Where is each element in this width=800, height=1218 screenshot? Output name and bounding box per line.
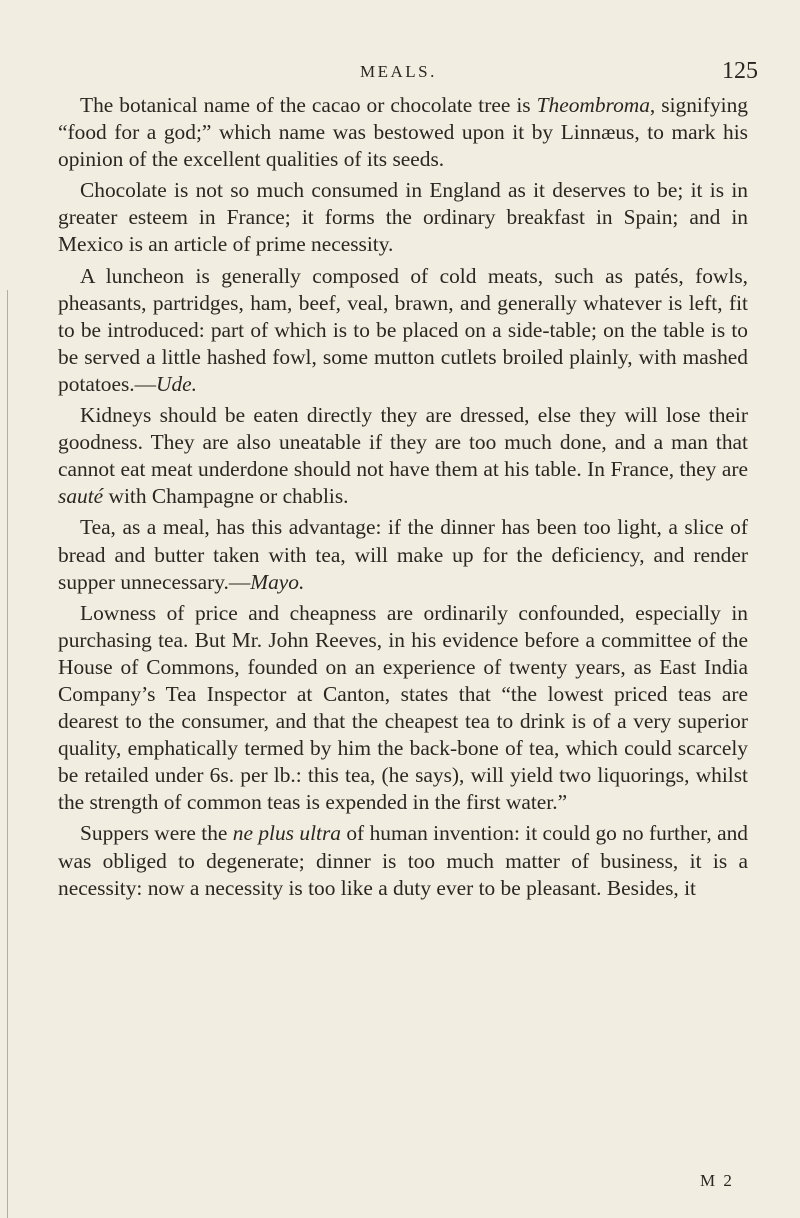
text-run: Suppers were the [80, 821, 233, 846]
italic-text: Theombroma [536, 93, 650, 117]
paragraph [58, 263, 748, 398]
page-number: 125 [722, 58, 758, 84]
signature-mark: M 2 [700, 1171, 734, 1190]
text-run: , signifying “food for a god;” which name was bestowed upon it by Linnæus, to mark his opinion of the excellent qualities of its seeds. [58, 93, 748, 172]
text-run: Kidneys should be eaten directly they are dressed, else they will lose their goodness. They are also uneatable if they are too much done, and a man that cannot eat meat underdone should not have them at his table. In France, they are [58, 403, 748, 482]
page-edge-line [7, 290, 8, 1218]
paragraph [58, 514, 748, 595]
text-run: Lowness of price and cheapness are ordinarily confounded, especially in purchasing tea. But Mr. John Reeves, in his evidence before a committee of the House of Commons, founded on an experience of twenty years, as East India Company’s Tea Inspector at Canton, states that “the lowest priced teas are dearest to the consumer, and that the cheapest tea to drink is of a very superior quality, emphatically termed by him the back-bone of tea, which could scarcely be retailed under 6s. per lb.: this tea, (he says), will yield two liquorings, whilst the strength of common teas is expended in the first water.” [58, 600, 748, 815]
body-text [58, 92, 748, 902]
paragraph [58, 402, 748, 510]
paragraph [58, 600, 748, 817]
paragraph [58, 92, 748, 173]
italic-text: ne plus ultra [232, 821, 341, 846]
text-run: A luncheon is generally composed of cold meats, such as patés, fowls, pheasants, partridges, ham, beef, veal, brawn, and generally whatever is left, fit to be introduced: part of which is to be placed on a side-table; on the table is to be served a little hashed fowl, some mutton cutlets broiled plainly, with mashed potatoes.— [58, 263, 748, 396]
italic-text: Ude. [156, 371, 198, 396]
paragraph [58, 820, 748, 901]
text-run: with Champagne or chablis. [103, 484, 349, 509]
page-header [0, 58, 800, 88]
italic-text: sauté [58, 484, 104, 509]
paragraph [58, 177, 748, 258]
text-run: Chocolate is not so much consumed in England as it deserves to be; it is in greater esteem in France; it forms the ordinary breakfast in Spain; and in Mexico is an article of prime necessity. [58, 178, 748, 257]
text-run: The botanical name of the cacao or chocolate tree is [80, 93, 537, 117]
running-head: MEALS. [360, 62, 437, 81]
text-run: Tea, as a meal, has this advantage: if the dinner has been too light, a slice of bread and butter taken with tea, will make up for the deficiency, and render supper unnecessary.— [58, 515, 748, 594]
italic-text: Mayo. [250, 569, 305, 594]
text-run: of human invention: it could go no further, and was obliged to degenerate; dinner is too much matter of business, it is a necessity: now a necessity is too like a duty ever to be pleasant. Besides, it [58, 821, 748, 900]
